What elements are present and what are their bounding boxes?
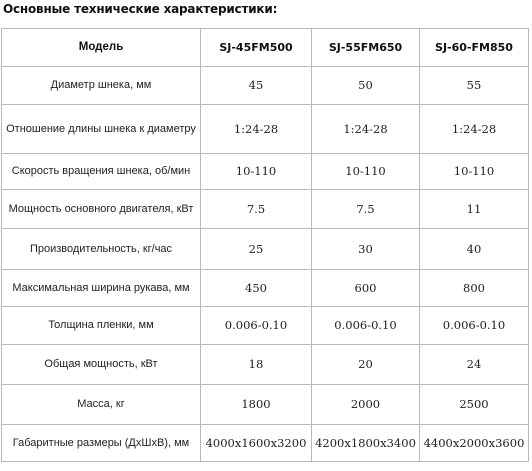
param-value: 4200x1800x3400: [312, 425, 420, 462]
param-value: 40: [420, 229, 529, 270]
param-value: 24: [420, 345, 529, 385]
param-label: Отношение длины шнека к диаметру: [2, 105, 201, 154]
section-heading: Основные технические характеристики:: [3, 2, 278, 16]
table-row: [2, 190, 529, 229]
param-value: 55: [420, 67, 529, 105]
table-row: [2, 270, 529, 307]
param-value: 2000: [312, 385, 420, 425]
param-value: 1800: [201, 385, 312, 425]
param-value: 45: [201, 67, 312, 105]
param-value: 7.5: [201, 190, 312, 229]
param-value: 10-110: [312, 154, 420, 190]
param-label: Максимальная ширина рукава, мм: [2, 270, 201, 307]
param-value: 10-110: [201, 154, 312, 190]
param-label: Диаметр шнека, мм: [2, 67, 201, 105]
param-label: Масса, кг: [2, 385, 201, 425]
param-value: 1:24-28: [420, 105, 529, 154]
table-row: [2, 105, 529, 154]
param-value: 800: [420, 270, 529, 307]
param-value: 4000x1600x3200: [201, 425, 312, 462]
param-value: 11: [420, 190, 529, 229]
param-label: Производительность, кг/час: [2, 229, 201, 270]
param-value: 600: [312, 270, 420, 307]
table-row: [2, 67, 529, 105]
param-value: 30: [312, 229, 420, 270]
header-model-3: SJ-60-FM850: [420, 29, 529, 67]
param-label: Общая мощность, кВт: [2, 345, 201, 385]
param-value: 25: [201, 229, 312, 270]
param-value: 0.006-0.10: [420, 307, 529, 345]
param-value: 4400x2000x3600: [420, 425, 529, 462]
param-label: Скорость вращения шнека, об/мин: [2, 154, 201, 190]
param-value: 450: [201, 270, 312, 307]
table-row: [2, 229, 529, 270]
param-value: 18: [201, 345, 312, 385]
specs-table: [1, 28, 529, 462]
param-value: 7.5: [312, 190, 420, 229]
param-value: 10-110: [420, 154, 529, 190]
param-value: 0.006-0.10: [312, 307, 420, 345]
header-model: Модель: [2, 29, 201, 67]
param-label: Габаритные размеры (ДхШхВ), мм: [2, 425, 201, 462]
table-row: [2, 425, 529, 462]
param-value: 2500: [420, 385, 529, 425]
param-value: 0.006-0.10: [201, 307, 312, 345]
table-row: [2, 307, 529, 345]
param-label: Толщина пленки, мм: [2, 307, 201, 345]
header-model-1: SJ-45FM500: [201, 29, 312, 67]
table-row: [2, 345, 529, 385]
param-value: 20: [312, 345, 420, 385]
param-label: Мощность основного двигателя, кВт: [2, 190, 201, 229]
param-value: 1:24-28: [201, 105, 312, 154]
table-header-row: [2, 29, 529, 67]
table-row: [2, 385, 529, 425]
param-value: 1:24-28: [312, 105, 420, 154]
param-value: 50: [312, 67, 420, 105]
header-model-2: SJ-55FM650: [312, 29, 420, 67]
table-row: [2, 154, 529, 190]
